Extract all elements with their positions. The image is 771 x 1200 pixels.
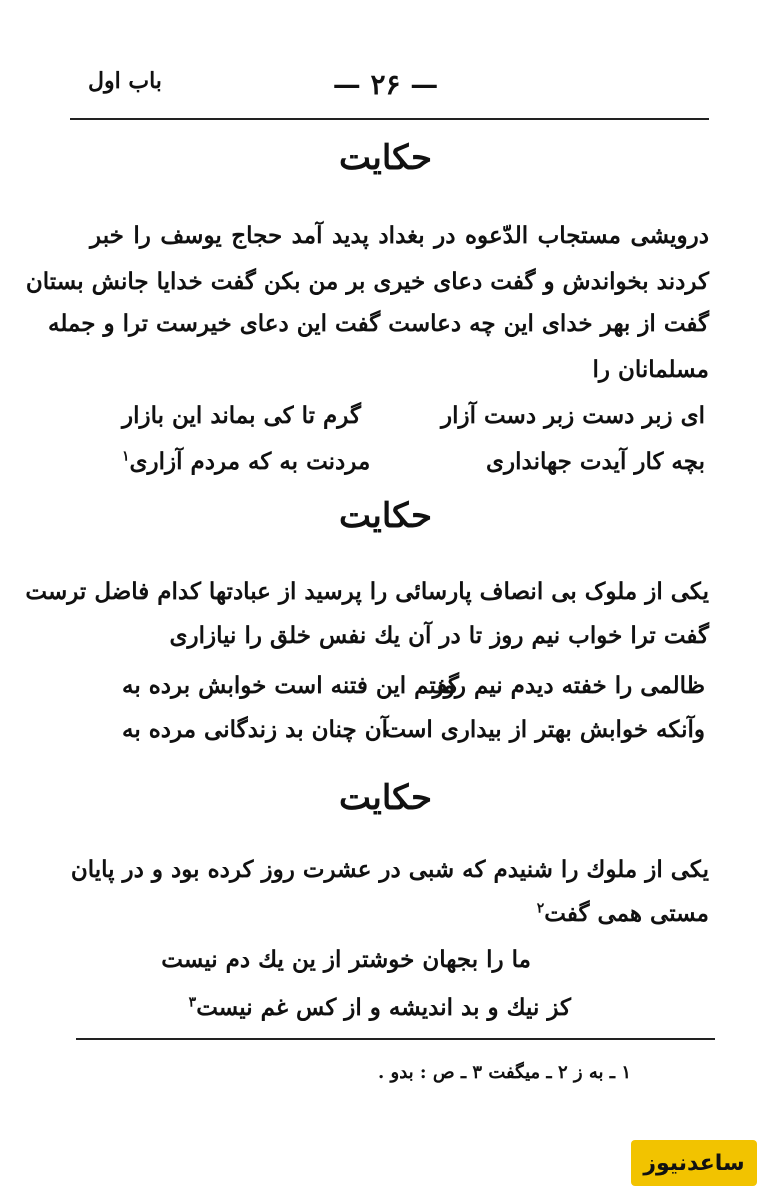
page-number: — ۲۶ — <box>332 68 439 101</box>
story2-line-1: یکی از ملوک بی انصاف پارسائی را پرسید از عبادتها کدام فاضل ترست <box>25 578 709 605</box>
story1-verse2-b-text: مردنت به که مردم آزاری <box>129 448 371 475</box>
story-title-3: حکایت <box>338 778 432 818</box>
story1-verse1-a: ای زبر دست زبر دست آزار <box>440 402 705 429</box>
story1-line-3: گفت از بهر خدای این چه دعاست گفت این دعای خیرست ترا و جمله <box>47 310 709 337</box>
story3-verse-2 <box>189 994 571 1021</box>
story2-verse1-b: گفتم این فتنه است خوابش برده به <box>122 672 459 699</box>
story1-line-4: مسلمانان را <box>592 356 709 383</box>
story2-line-2: گفت ترا خواب نیم روز تا در آن یك نفس خلق را نیازاری <box>169 622 709 649</box>
story1-verse2-a: بچه کار آیدت جهانداری <box>486 448 705 475</box>
story3-verse-2-text: کز نیك و بد اندیشه و از کس غم نیست <box>196 994 571 1021</box>
header-rule <box>70 118 709 120</box>
story1-line-2: کردند بخواندش و گفت دعای خیری بر من بکن گفت خدایا جانش بستان <box>25 268 709 295</box>
story3-line-2-text: مستی همی گفت <box>544 900 709 927</box>
footnote-mark-3: ۳ <box>188 994 197 1011</box>
story2-verse2-b: آن چنان بد زندگانی مرده به <box>122 716 388 743</box>
chapter-heading: باب اول <box>88 68 162 94</box>
story1-verse1-b: گرم تا کی بماند این بازار <box>122 402 361 429</box>
footnote-mark-2: ۲ <box>536 900 545 917</box>
watermark-logo: ساعدنیوز <box>631 1140 757 1186</box>
footnote-rule <box>76 1038 715 1040</box>
footnotes: ۱ ـ به ز ۲ ـ میگفت ۳ ـ ص : بدو . <box>377 1062 631 1083</box>
story3-verse-1: ما را بجهان خوشتر از ین یك دم نیست <box>161 946 531 973</box>
story3-line-1: یکی از ملوك را شنیدم که شبی در عشرت روز کرده بود و در پایان <box>70 856 709 883</box>
story3-line-2 <box>537 900 709 927</box>
story2-verse2-a: وآنکه خوابش بهتر از بیداری است <box>384 716 705 743</box>
footnote-mark-1: ۱ <box>122 448 130 465</box>
story1-verse2-b <box>122 448 370 475</box>
story2-verse1-a: ظالمی را خفته دیدم نیم روز <box>432 672 705 699</box>
story1-line-1: درویشی مستجاب الدّعوه در بغداد پدید آمد حجاج یوسف را خبر <box>90 222 709 249</box>
story-title-1: حکایت <box>338 138 432 178</box>
story-title-2: حکایت <box>338 496 432 536</box>
